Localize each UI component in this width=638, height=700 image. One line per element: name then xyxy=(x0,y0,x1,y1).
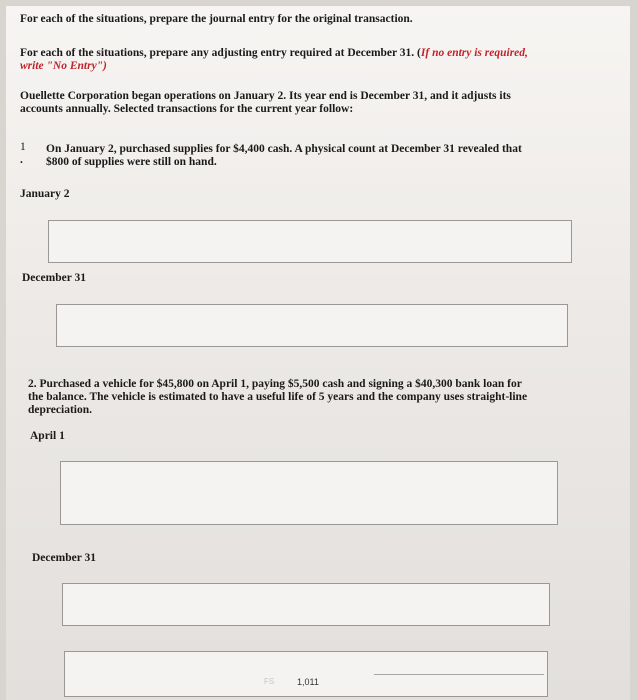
item1-date-january-2: January 2 xyxy=(20,188,70,200)
item1-text-line-1: On January 2, purchased supplies for $4,400 cash. A physical count at December 31 revealed that xyxy=(46,143,522,155)
adjusting-entry-row[interactable] xyxy=(62,583,550,605)
item1-number: 1 xyxy=(20,141,26,153)
adjusting-entry-row[interactable] xyxy=(62,604,550,626)
journal-entry-row[interactable] xyxy=(60,482,558,504)
partial-amount-value: 1,011 xyxy=(297,677,319,687)
item2-date-december-31: December 31 xyxy=(32,552,96,564)
intro-line-1: Ouellette Corporation began operations on January 2. Its year end is December 31, and it adjusts its xyxy=(20,90,511,102)
instruction-line-2-main: For each of the situations, prepare any adjusting entry required at December 31. ( xyxy=(20,47,421,59)
instruction-note-cont: write "No Entry") xyxy=(20,60,107,72)
worksheet-page xyxy=(6,6,630,700)
instruction-note: If no entry is required, xyxy=(420,47,528,59)
instruction-line-2 xyxy=(20,47,528,60)
faint-label: FS xyxy=(264,677,275,686)
instruction-line-1: For each of the situations, prepare the journal entry for the original transaction. xyxy=(20,13,413,25)
journal-entry-row[interactable] xyxy=(48,241,572,263)
item2-date-april-1: April 1 xyxy=(30,430,65,442)
intro-line-2: accounts annually. Selected transactions for the current year follow: xyxy=(20,103,354,115)
item1-text-line-2: $800 of supplies were still on hand. xyxy=(46,156,217,168)
item2-text-line-3: depreciation. xyxy=(28,404,92,416)
item1-bullet: . xyxy=(20,154,23,166)
adjusting-entry-row[interactable] xyxy=(56,325,568,347)
item2-text-line-1: 2. Purchased a vehicle for $45,800 on April 1, paying $5,500 cash and signing a $40,300 bank loan for xyxy=(28,378,522,390)
item2-text-line-2: the balance. The vehicle is estimated to have a useful life of 5 years and the company uses straight-line xyxy=(28,391,528,403)
journal-entry-row[interactable] xyxy=(60,503,558,525)
item1-date-december-31: December 31 xyxy=(22,272,86,284)
journal-entry-row[interactable] xyxy=(48,220,572,242)
journal-entry-row[interactable] xyxy=(60,461,558,483)
divider-line xyxy=(374,674,544,675)
adjusting-entry-row[interactable] xyxy=(56,304,568,326)
